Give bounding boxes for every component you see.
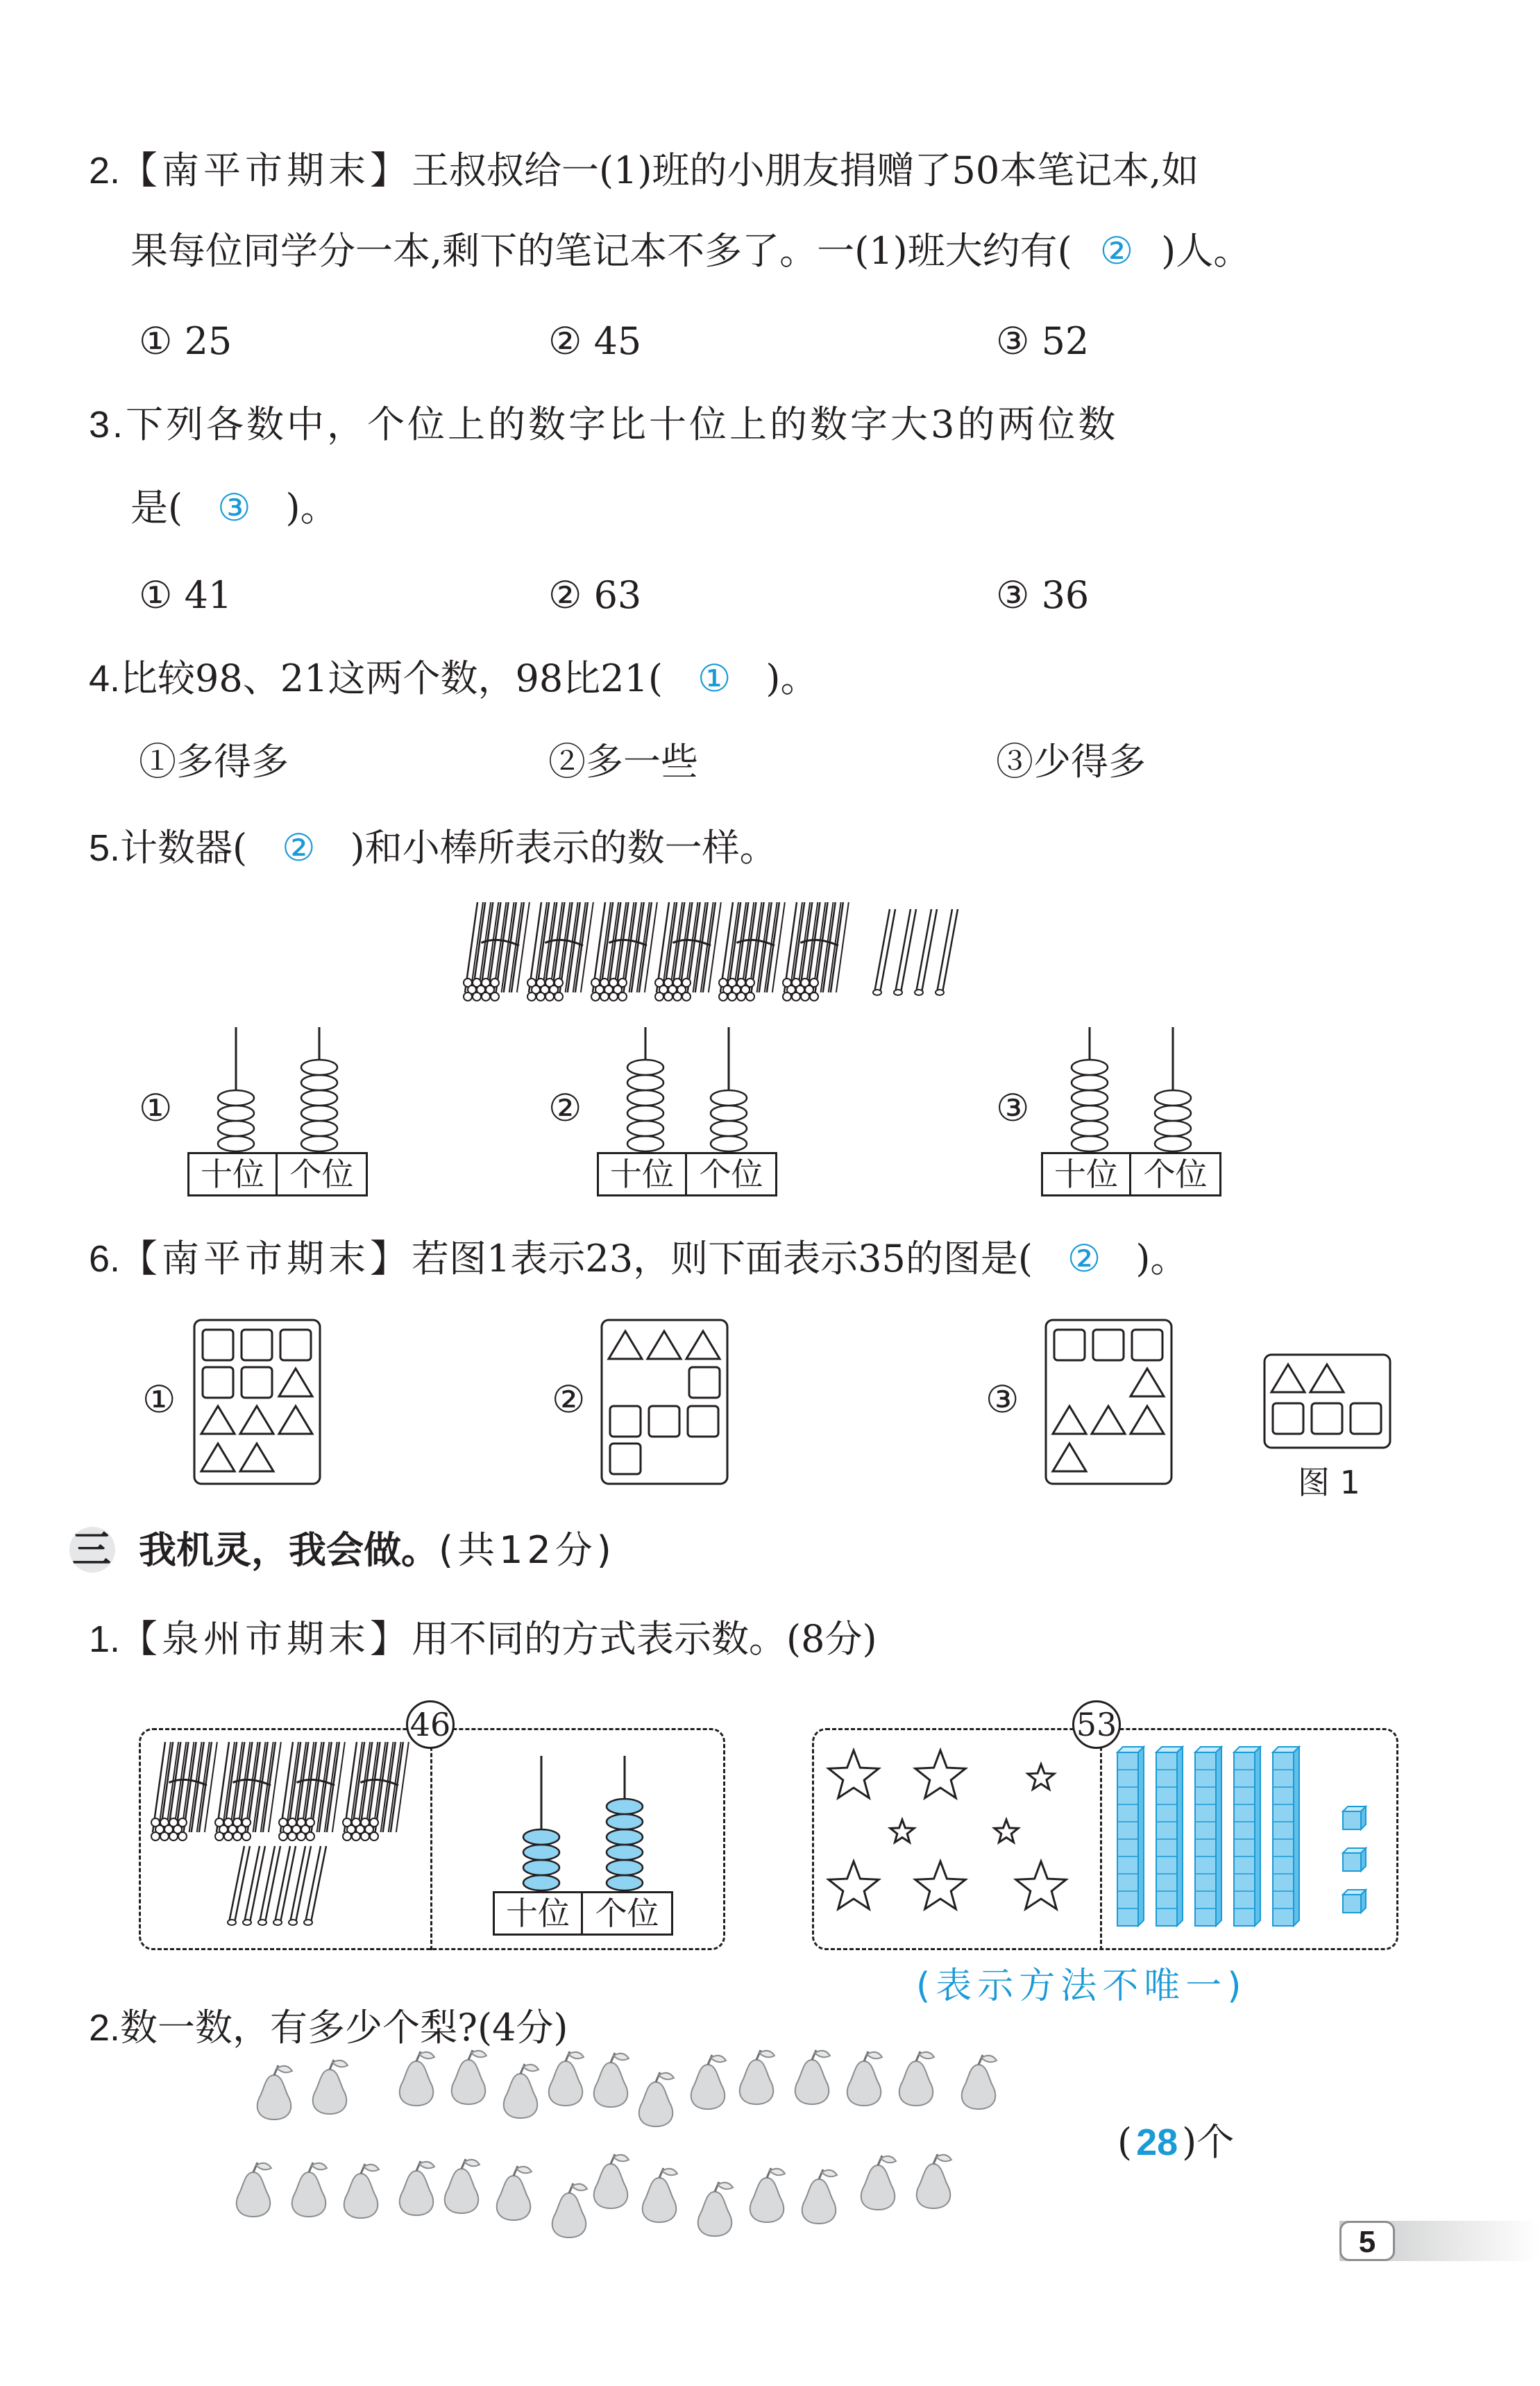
q2-text1: 王叔叔给一(1)班的小朋友捐赠了50本笔记本,如 (412, 149, 1199, 192)
star-icon (1016, 1861, 1066, 1909)
q4-text2: )。 (765, 657, 818, 700)
q5-text1: 计数器( (120, 826, 248, 870)
abacus-bead (523, 1875, 559, 1890)
pear-icon (344, 2164, 379, 2218)
star-icon (1028, 1764, 1054, 1789)
number-53-divider (1100, 1728, 1102, 1950)
s3q1-text: 用不同的方式表示数。(8分) (412, 1617, 877, 1661)
s3q2-line (89, 2006, 568, 2050)
pear-icon (400, 2161, 434, 2215)
abacus-bead (607, 1875, 643, 1890)
pear-icon (643, 2168, 677, 2222)
stick-bundle (343, 1742, 409, 1841)
q3-text3: )。 (285, 486, 338, 530)
s3q2-number: 2. (89, 2007, 121, 2049)
pear-icon (698, 2182, 733, 2236)
ten-rod (1117, 1747, 1144, 1926)
abacus-bead (523, 1845, 559, 1860)
pear-icon (691, 2055, 726, 2109)
stick-bundle (151, 1742, 217, 1841)
pear-icon (962, 2055, 997, 2109)
ten-rod (1195, 1747, 1221, 1926)
ten-rod (1234, 1747, 1260, 1926)
q5-option-2-marker: ② (548, 1086, 582, 1130)
star-icon (915, 1750, 965, 1798)
pear-icon (504, 2064, 539, 2118)
pear-icon (552, 2183, 587, 2237)
abacus-ones-rod (1155, 1027, 1191, 1152)
pears-illustration (222, 2047, 1055, 2242)
q6-number: 6. (89, 1238, 121, 1280)
star-icon (995, 1820, 1018, 1843)
abacus-bead (711, 1106, 747, 1121)
q2-option-3: ③ 52 (996, 319, 1090, 363)
q4-option-1: ①多得多 (139, 740, 289, 784)
q3-number: 3. (89, 404, 126, 446)
abacus-2-ones-label: 个位 (687, 1152, 777, 1196)
page-number: 5 (1339, 2221, 1395, 2261)
q5-line (89, 826, 777, 870)
section-3-heading (139, 1528, 616, 1573)
q5-answer: ② (282, 826, 316, 870)
q3-text1: 下列各数中，个位上的数字比十位上的数字大3的两位数 (126, 403, 1119, 446)
abacus-bead (607, 1860, 643, 1875)
pear-icon (452, 2050, 486, 2104)
abacus-bead (1155, 1136, 1191, 1151)
abacus-bead (607, 1799, 643, 1814)
q2-source: 【南平市期末】 (120, 149, 412, 192)
q5-option-1-marker: ① (139, 1086, 173, 1130)
s3q2-text: 数一数，有多少个梨?(4分) (120, 2006, 568, 2049)
abacus-tens-rod (218, 1027, 254, 1152)
section-3-title: 我机灵，我会做。 (139, 1528, 439, 1572)
pear-icon (861, 2156, 896, 2210)
abacus-bead (301, 1075, 337, 1090)
abacus-bead (1072, 1090, 1108, 1106)
abacus-bead (218, 1136, 254, 1151)
q6-text2: )。 (1135, 1237, 1188, 1280)
number-46-divider (430, 1728, 432, 1950)
q2-option-1: ① 25 (139, 319, 232, 363)
star-icon (829, 1861, 879, 1909)
abacus-bead (627, 1106, 663, 1121)
q3-text2: 是( (130, 486, 183, 530)
abacus-1-tens-label: 十位 (187, 1152, 278, 1196)
q2-text3: )人。 (1161, 229, 1251, 273)
abacus-bead (711, 1090, 747, 1106)
s3q2-answer: 28 (1136, 2122, 1178, 2163)
q6-option-1-marker: ① (142, 1378, 176, 1421)
s3q2-answer-close: )个 (1182, 2120, 1235, 2164)
pear-icon (740, 2050, 775, 2104)
q4-number: 4. (89, 658, 121, 700)
abacus-bead (1072, 1136, 1108, 1151)
figure-1-card (1263, 1353, 1391, 1450)
abacus-ones-rod (711, 1027, 747, 1152)
unit-cube (1343, 1807, 1366, 1829)
star-icon (890, 1820, 914, 1843)
q6-answer: ② (1067, 1237, 1101, 1280)
stick-bundles-illustration (458, 895, 999, 1006)
abacus-bead (627, 1136, 663, 1151)
pear-icon (594, 2053, 629, 2107)
pear-icon (639, 2072, 674, 2126)
s3q1-line (89, 1617, 877, 1661)
single-stick (304, 1846, 326, 1925)
pear-icon (237, 2163, 271, 2217)
abacus-bead (711, 1121, 747, 1136)
q3-option-2: ② 63 (548, 573, 642, 617)
q3-line1 (89, 403, 1118, 447)
abacus-tens-rod (627, 1027, 663, 1152)
abacus-ones-rod (607, 1756, 643, 1891)
q2-line2 (130, 229, 1251, 273)
abacus-tens-rod (1072, 1027, 1108, 1152)
abacus-ones-rod (301, 1027, 337, 1152)
shape-card-option-2 (600, 1319, 729, 1485)
stick-bundles-46-illustration (146, 1735, 423, 1943)
abacus-bead (1072, 1075, 1108, 1090)
abacus-46-labels (493, 1891, 673, 1936)
q6-source: 【南平市期末】 (120, 1237, 412, 1280)
abacus-46 (493, 1742, 673, 1902)
section-3-marker: 三 (72, 1528, 111, 1573)
pear-icon (847, 2051, 882, 2106)
unit-cube (1343, 1890, 1366, 1913)
stick-bundle (527, 902, 593, 1001)
pear-icon (917, 2154, 951, 2208)
q4-option-2: ②多一些 (548, 740, 698, 784)
base-ten-blocks-illustration (1110, 1735, 1388, 1943)
abacus-bead (711, 1136, 747, 1151)
single-stick (915, 909, 937, 995)
pear-icon (400, 2051, 434, 2106)
shape-card-option-1 (193, 1319, 321, 1485)
abacus-bead (1155, 1106, 1191, 1121)
q6-line (89, 1237, 1187, 1281)
abacus-3-tens-label: 十位 (1041, 1152, 1131, 1196)
pear-icon (802, 2169, 837, 2224)
s3q2-answer-open: ( (1117, 2120, 1133, 2164)
stick-bundle (783, 902, 849, 1001)
pear-icon (899, 2051, 934, 2106)
q6-text1: 若图1表示23，则下面表示35的图是( (412, 1237, 1033, 1280)
abacus-bead (218, 1090, 254, 1106)
q4-answer: ① (697, 657, 731, 700)
abacus-1-labels (187, 1152, 368, 1196)
q4-line (89, 657, 818, 701)
pear-icon (750, 2168, 785, 2222)
s3q2-answer-line (1117, 2120, 1234, 2165)
abacus-bead (627, 1090, 663, 1106)
ten-rod (1273, 1747, 1299, 1926)
stick-bundle (655, 902, 721, 1001)
s3q1-note: (表示方法不唯一) (916, 1965, 1247, 2007)
abacus-tens-rod (523, 1756, 559, 1891)
abacus-46-tens-label: 十位 (493, 1891, 583, 1936)
abacus-bead (301, 1060, 337, 1075)
stick-bundle (464, 902, 530, 1001)
abacus-46-ones-label: 个位 (583, 1891, 673, 1936)
abacus-bead (1072, 1121, 1108, 1136)
abacus-2-labels (597, 1152, 777, 1196)
pear-icon (313, 2060, 348, 2114)
abacus-bead (627, 1060, 663, 1075)
pear-icon (549, 2051, 584, 2106)
stick-bundle (279, 1742, 345, 1841)
stars-illustration (819, 1735, 1097, 1943)
stick-bundle (591, 902, 657, 1001)
shape-card-option-3 (1044, 1319, 1173, 1485)
q2-number: 2. (89, 150, 121, 192)
abacus-bead (607, 1845, 643, 1860)
q3-option-1: ① 41 (139, 573, 232, 617)
q4-text1: 比较98、21这两个数，98比21( (120, 657, 663, 700)
figure-1-caption: 图 1 (1298, 1464, 1360, 1501)
stick-bundle (719, 902, 785, 1001)
s3q1-number: 1. (89, 1618, 121, 1660)
single-stick (936, 909, 958, 995)
abacus-3-ones-label: 个位 (1131, 1152, 1221, 1196)
abacus-bead (627, 1121, 663, 1136)
q3-answer: ③ (217, 486, 251, 530)
q6-option-3-marker: ③ (985, 1378, 1019, 1421)
abacus-bead (301, 1136, 337, 1151)
abacus-2-tens-label: 十位 (597, 1152, 687, 1196)
q5-text2: )和小棒所表示的数一样。 (350, 826, 777, 870)
abacus-bead (218, 1121, 254, 1136)
unit-cube (1343, 1848, 1366, 1871)
star-icon (915, 1861, 965, 1909)
pear-icon (497, 2166, 532, 2220)
section-3-score: (共12分) (439, 1528, 616, 1572)
abacus-3-labels (1041, 1152, 1221, 1196)
pear-icon (257, 2065, 292, 2120)
abacus-bead (301, 1090, 337, 1106)
abacus-bead (1155, 1121, 1191, 1136)
single-stick (873, 909, 895, 995)
q2-answer: ② (1099, 229, 1134, 273)
abacus-bead (301, 1121, 337, 1136)
q2-option-2: ② 45 (548, 319, 642, 363)
abacus-bead (607, 1829, 643, 1845)
number-46-badge: 46 (406, 1700, 455, 1749)
abacus-bead (523, 1860, 559, 1875)
q4-option-3: ③少得多 (996, 740, 1146, 784)
q2-text2: 果每位同学分一本,剩下的笔记本不多了。一(1)班大约有( (130, 229, 1072, 273)
abacus-bead (627, 1075, 663, 1090)
q2-line1 (89, 149, 1199, 193)
abacus-bead (1072, 1060, 1108, 1075)
single-stick (894, 909, 916, 995)
pear-icon (292, 2163, 327, 2217)
pear-icon (445, 2159, 480, 2213)
abacus-bead (218, 1106, 254, 1121)
q3-option-3: ③ 36 (996, 573, 1090, 617)
abacus-1-ones-label: 个位 (278, 1152, 368, 1196)
s3q1-source: 【泉州市期末】 (120, 1617, 412, 1661)
q6-option-2-marker: ② (552, 1378, 586, 1421)
abacus-bead (523, 1829, 559, 1845)
number-53-badge: 53 (1072, 1700, 1121, 1749)
abacus-bead (607, 1814, 643, 1829)
pear-icon (594, 2154, 629, 2208)
pear-icon (795, 2050, 830, 2104)
ten-rod (1156, 1747, 1183, 1926)
q3-line2 (130, 486, 338, 530)
star-icon (829, 1750, 879, 1798)
q5-option-3-marker: ③ (996, 1086, 1030, 1130)
q5-number: 5. (89, 827, 121, 869)
abacus-bead (301, 1106, 337, 1121)
abacus-bead (1155, 1090, 1191, 1106)
stick-bundle (215, 1742, 281, 1841)
abacus-bead (1072, 1106, 1108, 1121)
